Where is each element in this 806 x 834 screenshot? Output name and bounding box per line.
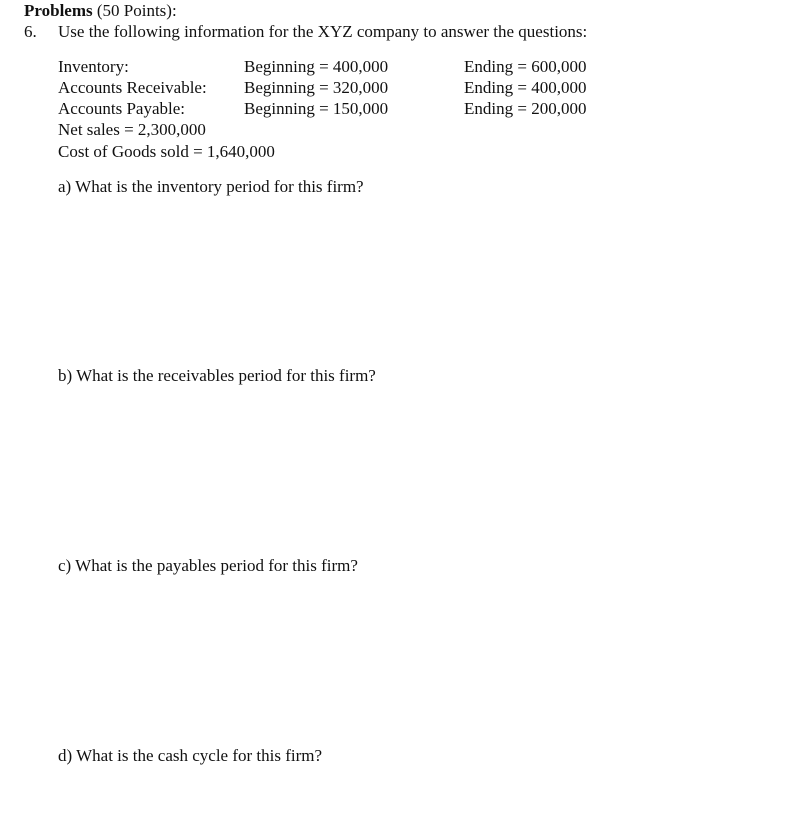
problem-intro: Use the following information for the XYZ company to answer the questions: (58, 22, 588, 41)
payables-label: Accounts Payable: (58, 99, 185, 118)
receivables-beginning: Beginning = 320,000 (244, 78, 389, 97)
inventory-label: Inventory: (58, 57, 129, 76)
cost-of-goods-sold: Cost of Goods sold = 1,640,000 (58, 142, 275, 161)
question-a: a) What is the inventory period for this firm? (58, 177, 364, 196)
receivables-label: Accounts Receivable: (58, 78, 207, 97)
payables-beginning: Beginning = 150,000 (244, 99, 389, 118)
payables-ending: Ending = 200,000 (464, 99, 587, 118)
question-d: d) What is the cash cycle for this firm? (58, 746, 323, 765)
receivables-ending: Ending = 400,000 (464, 78, 587, 97)
question-b: b) What is the receivables period for this firm? (58, 366, 376, 385)
section-heading-points: (50 Points): (92, 1, 177, 20)
inventory-beginning: Beginning = 400,000 (244, 57, 389, 76)
question-c: c) What is the payables period for this firm? (58, 556, 358, 575)
net-sales: Net sales = 2,300,000 (58, 120, 206, 139)
inventory-ending: Ending = 600,000 (464, 57, 587, 76)
section-heading-bold: Problems (24, 1, 93, 20)
section-heading (24, 1, 177, 21)
problem-number: 6. (24, 22, 37, 41)
